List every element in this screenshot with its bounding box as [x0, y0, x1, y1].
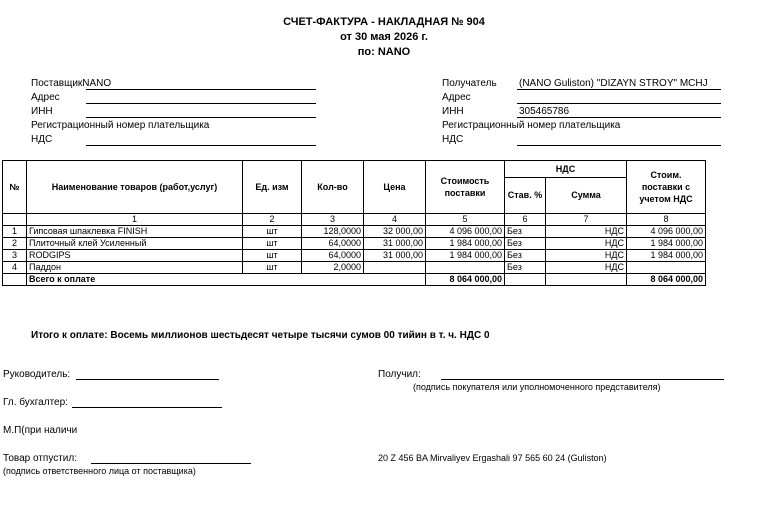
- total-vat-sum-empty: [546, 274, 627, 286]
- row-vat-sum: НДС: [546, 226, 627, 238]
- stamp-label: М.П(при наличи: [3, 425, 78, 436]
- table-row: [3, 250, 706, 262]
- column-number: 6: [505, 214, 546, 226]
- row-unit: шт: [243, 226, 302, 238]
- total-vat-rate-empty: [505, 274, 546, 286]
- recipient-inn-label: ИНН: [442, 106, 464, 117]
- recipient-inn: 305465786: [519, 106, 570, 117]
- row-num: 4: [3, 262, 27, 274]
- document-basis: по: NANO: [357, 46, 411, 58]
- supplier-address-label: Адрес: [31, 92, 60, 103]
- recipient-inn-line: [517, 117, 721, 118]
- row-vat-rate: Без: [505, 238, 546, 250]
- row-name: RODGIPS: [27, 250, 243, 262]
- supplier-inn-label: ИНН: [31, 106, 53, 117]
- table-row: [3, 238, 706, 250]
- supplier-nds-line: [86, 145, 316, 146]
- row-unit: шт: [243, 238, 302, 250]
- director-label: Руководитель:: [3, 369, 71, 380]
- total-row: [3, 274, 706, 286]
- supplier-nds-label: НДС: [31, 134, 53, 145]
- recipient-name-line: [517, 89, 721, 90]
- received-note: (подпись покупателя или уполномоченного представителя): [413, 382, 661, 392]
- total-label: Всего к оплате: [27, 274, 426, 286]
- supplier-name: NANO: [82, 78, 112, 89]
- column-numbers-row: [3, 214, 706, 226]
- header-unit: Ед. изм: [243, 161, 302, 214]
- total-cost: 8 064 000,00: [426, 274, 505, 286]
- row-vat-sum: НДС: [546, 262, 627, 274]
- header-num: №: [3, 161, 27, 214]
- supplier-label: [31, 78, 111, 89]
- recipient-name: (NANO Guliston) "DIZAYN STROY" MCHJ: [519, 78, 708, 89]
- table-row: [3, 262, 706, 274]
- row-total: [627, 262, 706, 274]
- driver-info: 20 Z 456 BA Mirvaliyev Ergashali 97 565 60 24 (Guliston): [378, 453, 607, 463]
- recipient-label: Получатель: [442, 78, 497, 89]
- released-note: (подпись ответственного лица от поставщика): [3, 466, 196, 476]
- recipient-address-line: [517, 103, 721, 104]
- row-qty: 64,0000: [302, 238, 364, 250]
- recipient-address-label: Адрес: [442, 92, 471, 103]
- row-price: 32 000,00: [364, 226, 426, 238]
- row-vat-sum: НДС: [546, 250, 627, 262]
- header-vat-rate: Став. %: [505, 178, 546, 214]
- table-row: [3, 226, 706, 238]
- column-number: 8: [627, 214, 706, 226]
- row-vat-rate: Без: [505, 250, 546, 262]
- row-cost: 4 096 000,00: [426, 226, 505, 238]
- column-number: 7: [546, 214, 627, 226]
- column-number: 5: [426, 214, 505, 226]
- row-cost: [426, 262, 505, 274]
- row-price: [364, 262, 426, 274]
- row-vat-rate: Без: [505, 226, 546, 238]
- recipient-nds-line: [517, 145, 721, 146]
- row-num: 3: [3, 250, 27, 262]
- accountant-signature-line: [72, 407, 222, 408]
- document-date: от 30 мая 2026 г.: [340, 31, 428, 43]
- row-unit: шт: [243, 262, 302, 274]
- column-number-empty: [3, 214, 27, 226]
- amount-in-words: Итого к оплате: Восемь миллионов шестьдесят четыре тысячи сумов 00 тийин в т. ч. НДС 0: [31, 330, 490, 341]
- column-number: 1: [27, 214, 243, 226]
- recipient-nds-label: НДС: [442, 134, 464, 145]
- recipient-reg-label: Регистрационный номер плательщика: [442, 120, 621, 131]
- row-num: 1: [3, 226, 27, 238]
- released-label: Товар отпустил:: [3, 453, 77, 464]
- row-qty: 64,0000: [302, 250, 364, 262]
- document-title: СЧЕТ-ФАКТУРА - НАКЛАДНАЯ № 904: [283, 16, 485, 28]
- row-cost: 1 984 000,00: [426, 238, 505, 250]
- row-qty: 128,0000: [302, 226, 364, 238]
- row-num: 2: [3, 238, 27, 250]
- header-price: Цена: [364, 161, 426, 214]
- row-name: Гипсовая шпаклевка FINISH: [27, 226, 243, 238]
- director-signature-line: [76, 379, 219, 380]
- header-qty: Кол-во: [302, 161, 364, 214]
- row-price: 31 000,00: [364, 238, 426, 250]
- header-cost: Стоимость поставки: [426, 161, 505, 214]
- row-price: 31 000,00: [364, 250, 426, 262]
- row-total: 1 984 000,00: [627, 250, 706, 262]
- row-total: 1 984 000,00: [627, 238, 706, 250]
- row-vat-sum: НДС: [546, 238, 627, 250]
- supplier-address-line: [86, 103, 316, 104]
- row-name: Паддон: [27, 262, 243, 274]
- column-number: 3: [302, 214, 364, 226]
- released-signature-line: [91, 463, 251, 464]
- row-qty: 2,0000: [302, 262, 364, 274]
- header-name: Наименование товаров (работ,услуг): [27, 161, 243, 214]
- supplier-name-line: [86, 89, 316, 90]
- column-number: 4: [364, 214, 426, 226]
- header-total-with-vat: Стоим. поставки с учетом НДС: [627, 161, 706, 214]
- total-row-empty: [3, 274, 27, 286]
- supplier-label-text: Поставщик: [31, 78, 83, 89]
- received-label: Получил:: [378, 369, 421, 380]
- supplier-inn-line: [86, 117, 316, 118]
- supplier-reg-label: Регистрационный номер плательщика: [31, 120, 210, 131]
- row-vat-rate: Без: [505, 262, 546, 274]
- invoice-table: [2, 160, 706, 286]
- row-unit: шт: [243, 250, 302, 262]
- accountant-label: Гл. бухгалтер:: [3, 397, 68, 408]
- header-vat: НДС: [505, 161, 627, 178]
- row-cost: 1 984 000,00: [426, 250, 505, 262]
- header-vat-sum: Сумма: [546, 178, 627, 214]
- row-total: 4 096 000,00: [627, 226, 706, 238]
- table-header-row: [3, 161, 706, 178]
- received-signature-line: [441, 379, 724, 380]
- column-number: 2: [243, 214, 302, 226]
- row-name: Плиточный клей Усиленный: [27, 238, 243, 250]
- total-with-vat: 8 064 000,00: [627, 274, 706, 286]
